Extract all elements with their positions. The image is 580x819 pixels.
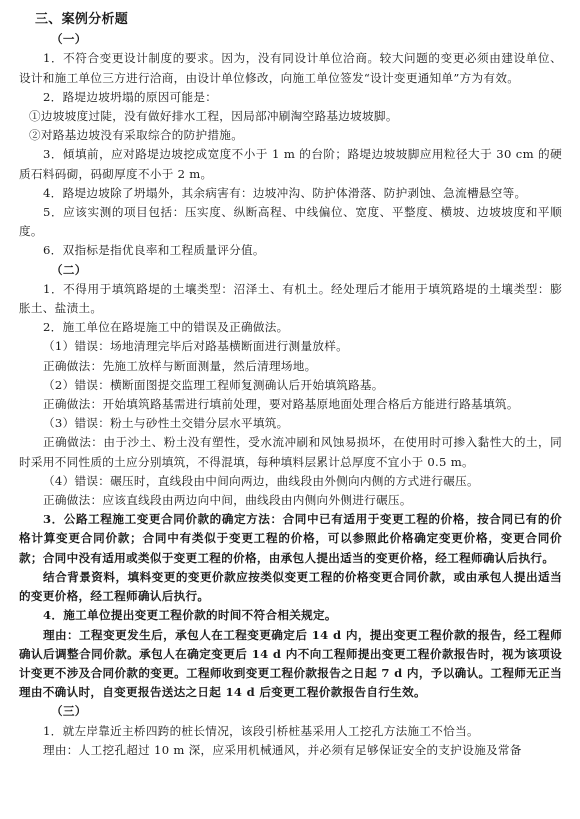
section-heading: （二）	[51, 262, 87, 277]
section-heading: （三）	[51, 704, 87, 719]
heading: 三、案例分析题	[35, 12, 129, 27]
paragraph: （1）错误：场地清理完毕后对路基横断面进行测量放样。	[43, 339, 349, 354]
paragraph: 理由：工程变更发生后，承包人在工程变更确定后 14 d 内，提出变更工程价款的报告，经工程师确认后调整合同价款。承包人在确定变更后 14 d 内不向工程师提出变更工程价款报告时，视为该项设计变更不涉及合同价款的变更。工程师收到变更工程价款报告之日起 7 d 内，予以确认。工程师无正当理由不确认时，自变更报告送达之日起 14 d 后变更工程价款报告自行生效。	[19, 627, 562, 700]
paragraph: 4．施工单位提出变更工程价款的时间不符合相关规定。	[43, 608, 337, 623]
paragraph: 1．不得用于填筑路堤的土壤类型：沼泽土、有机土。经处理后才能用于填筑路堤的土壤类型：膨胀土、盐渍土。	[19, 281, 562, 316]
paragraph: （4）错误：碾压时，直线段由中间向两边，曲线段由外侧向内侧的方式进行碾压。	[43, 473, 479, 488]
paragraph: 理由：人工挖孔超过 10 m 深，应采用机械通风，并必须有足够保证安全的支护设施及常备	[43, 742, 522, 757]
paragraph: （3）错误：粉土与砂性土交错分层水平填筑。	[43, 416, 289, 431]
paragraph: 正确做法：由于沙土、粉土没有塑性，受水流冲刷和风蚀易损坏，在使用时可掺入黏性大的土，同时采用不同性质的土应分别填筑，不得混填，每种填料层累计总厚度不宜小于 0.5 m。	[19, 435, 562, 469]
paragraph: 6．双指标是指优良率和工程质量评分值。	[43, 243, 265, 258]
paragraph: 1．就左岸靠近主桥四跨的桩长情况，该段引桥桩基采用人工挖孔方法施工不恰当。	[43, 723, 479, 738]
paragraph: ①边坡坡度过陡，没有做好排水工程，因局部冲刷淘空路基边坡坡脚。	[29, 109, 398, 124]
paragraph: 5．应该实测的项目包括：压实度、纵断高程、中线偏位、宽度、平整度、横坡、边坡坡度和平顺度。	[19, 205, 562, 239]
section-heading: （一）	[51, 32, 87, 47]
paragraph: ②对路基边坡没有采取综合的防护措施。	[29, 128, 244, 143]
paragraph: 4．路堤边坡除了坍塌外，其余病害有：边坡冲沟、防护体滑落、防护剥蚀、急流槽悬空等。	[43, 185, 527, 200]
paragraph: 3．公路工程施工变更合同价款的确定方法：合同中已有适用于变更工程的价格，按合同已有的价格计算变更合同价款；合同中有类似于变更工程的价格，可以参照此价格确定变更价格，变更合同价款；合同中没有适用或类似于变更工程的价格，由承包人提出适当的变更价格，经工程师确认后执行。	[19, 512, 562, 565]
paragraph: 结合背景资料，填料变更的变更价款应按类似变更工程的价格变更合同价款，或由承包人提出适当的变更价格，经工程师确认后执行。	[19, 569, 562, 604]
paragraph: 1．不符合变更设计制度的要求。因为，没有同设计单位洽商。较大问题的变更必须由建设单位、设计和施工单位三方进行洽商，由设计单位修改，向施工单位签发“设计变更通知单”方为有效。	[19, 51, 562, 85]
paragraph: 2．路堤边坡坍塌的原因可能是：	[43, 89, 218, 104]
paragraph: 2．施工单位在路堤施工中的错误及正确做法。	[43, 320, 289, 335]
paragraph: 正确做法：开始填筑路基需进行填前处理，要对路基原地面处理合格后方能进行路基填筑。	[43, 397, 519, 412]
paragraph: 3．傾填前，应对路堤边坡挖成宽度不小于 1 m 的台阶；路堤边坡坡脚应用粒径大于 30 cm 的硬质石料码砌，码砌厚度不小于 2 m。	[19, 147, 562, 181]
paragraph: （2）错误：横断面图提交监理工程师复测确认后开始填筑路基。	[43, 377, 384, 392]
paragraph: 正确做法：先施工放样与断面测量，然后清理场地。	[43, 358, 317, 373]
paragraph: 正确做法：应该直线段由两边向中间，曲线段由内侧向外侧进行碾压。	[43, 493, 412, 508]
